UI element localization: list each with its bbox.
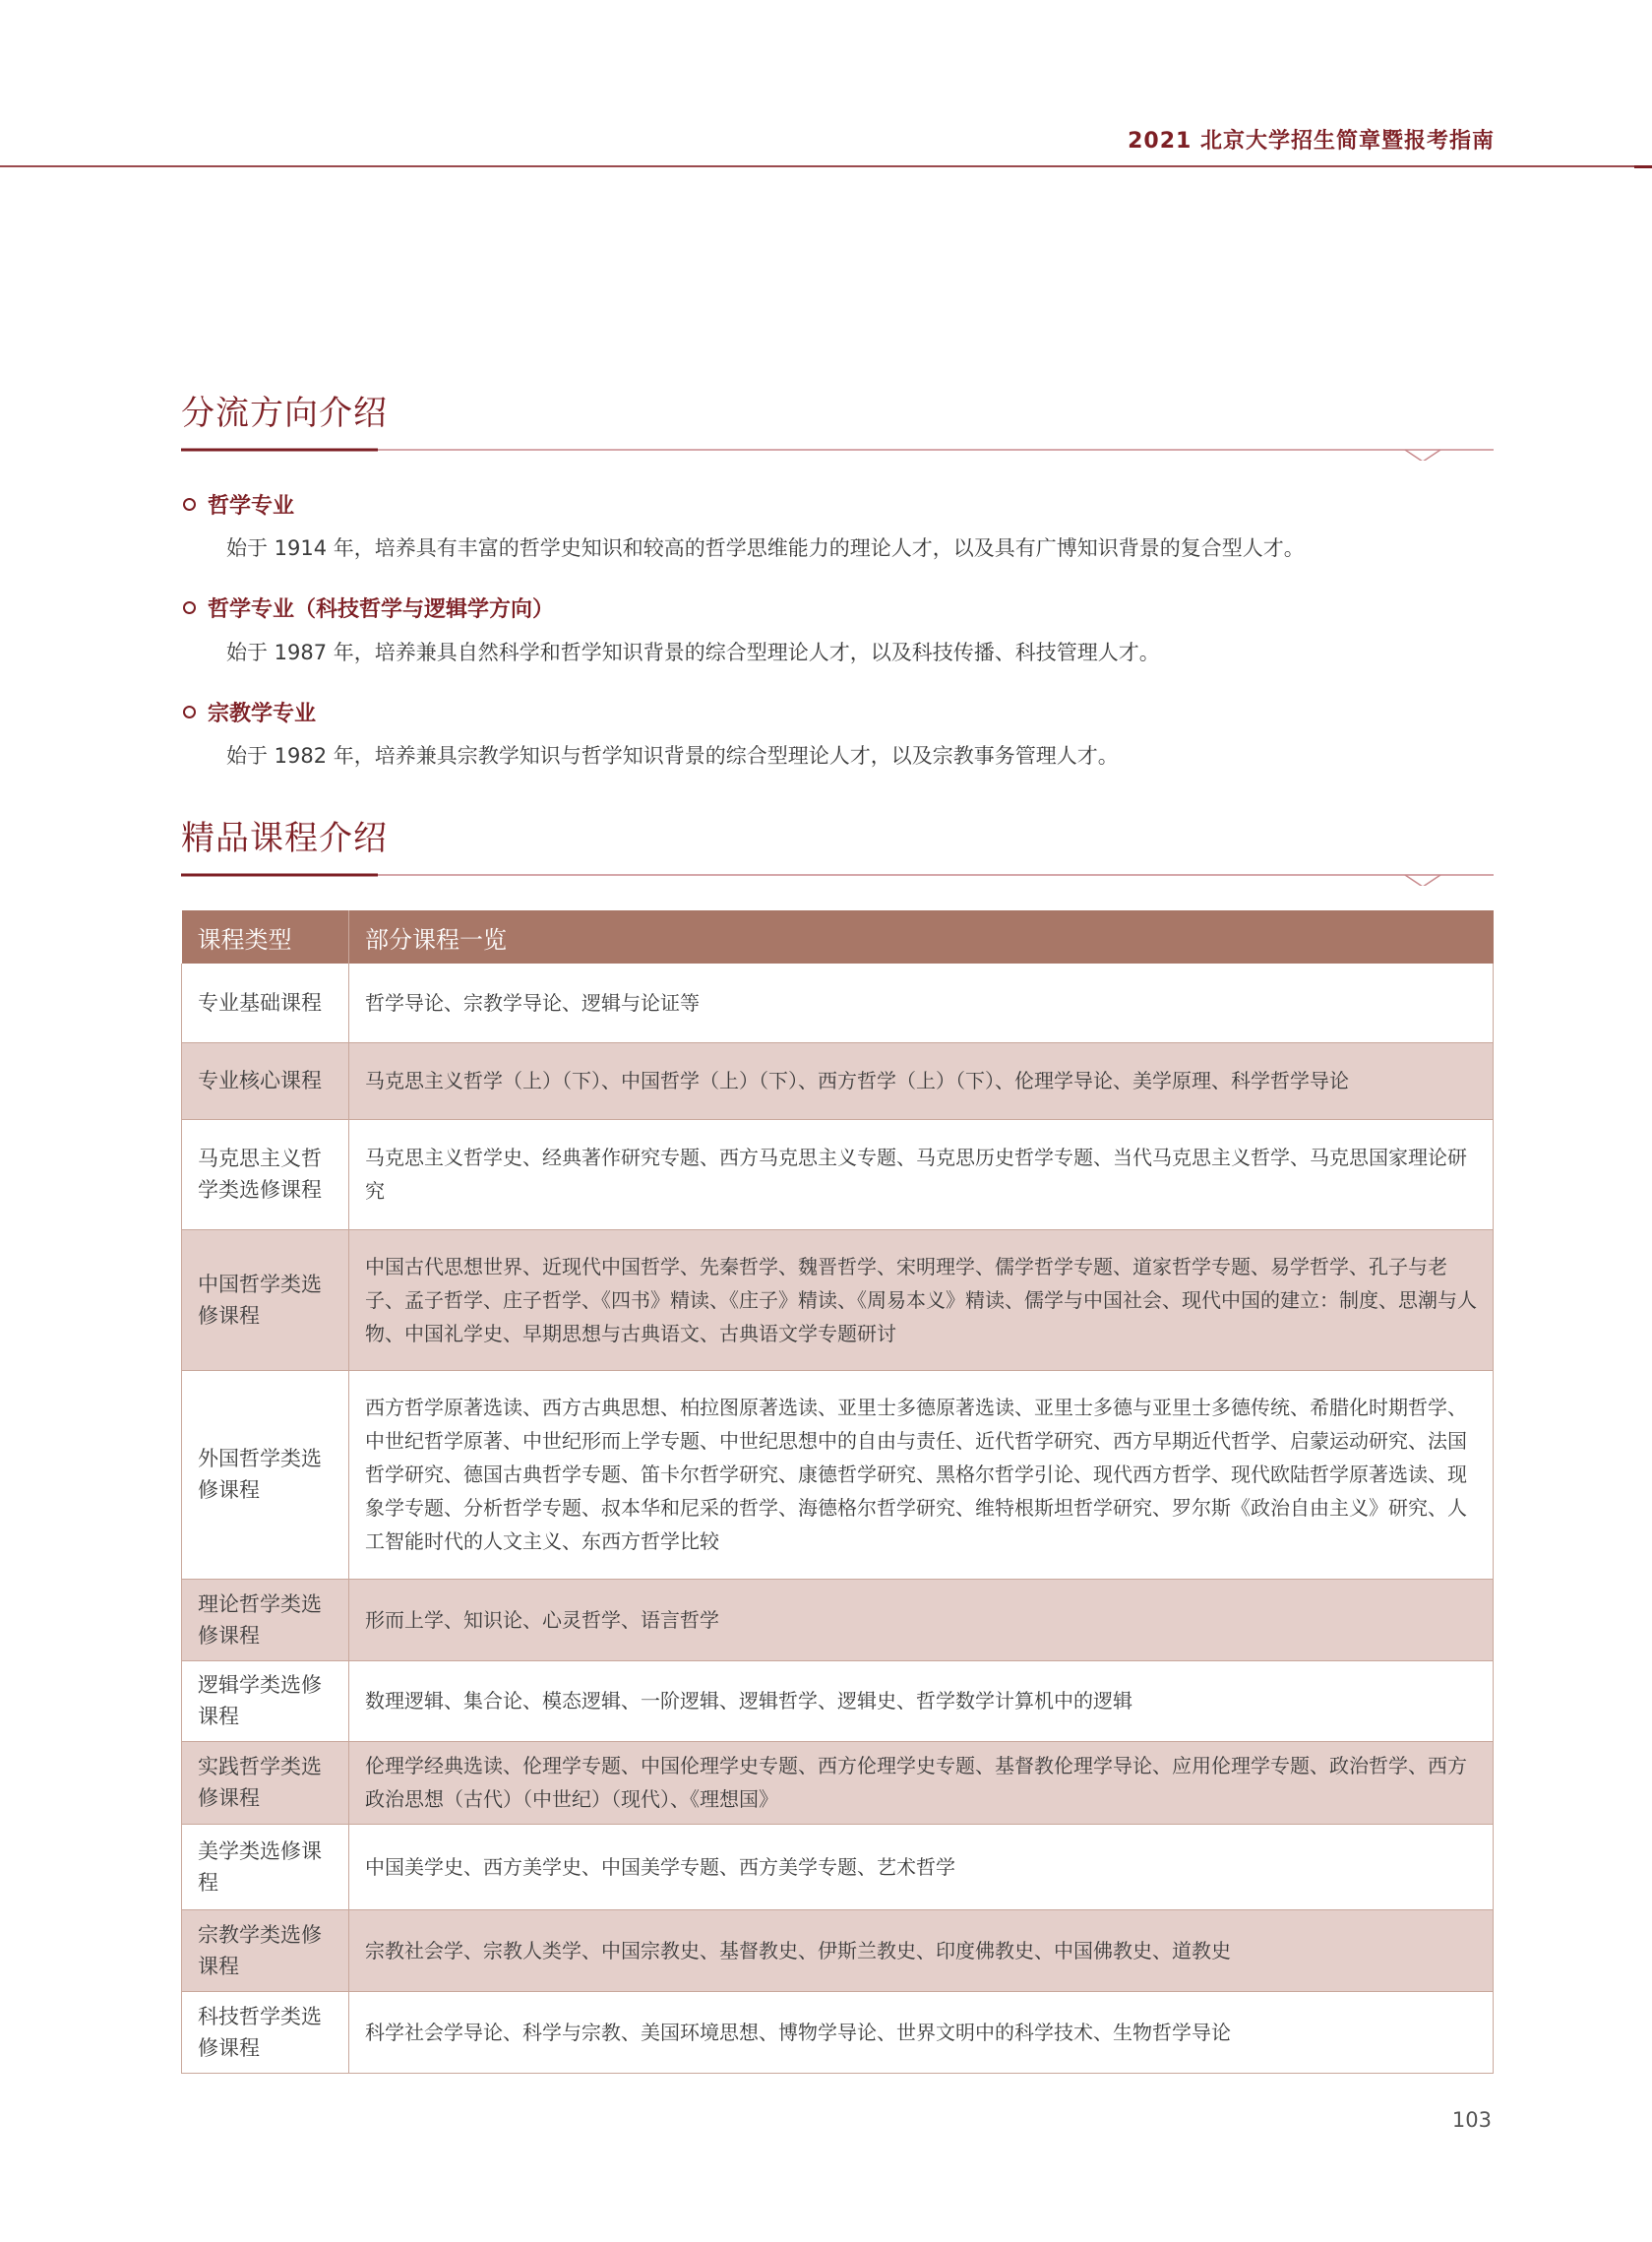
direction-heading-philosophy [183, 489, 294, 520]
table-row [182, 1229, 1494, 1370]
course-list: 马克思主义哲学（上）（下）、中国哲学（上）（下）、西方哲学（上）（下）、伦理学导论、美学原理、科学哲学导论 [349, 1042, 1494, 1119]
course-type: 专业核心课程 [182, 1042, 349, 1119]
header-course-list: 部分课程一览 [349, 910, 1494, 964]
course-type: 专业基础课程 [182, 964, 349, 1042]
course-type: 美学类选修课程 [182, 1824, 349, 1909]
course-type: 逻辑学类选修课程 [182, 1660, 349, 1741]
header-rule [0, 165, 1652, 167]
table-row [182, 1660, 1494, 1741]
section-title-directions: 分流方向介绍 [181, 394, 388, 433]
table-row [182, 1824, 1494, 1909]
circle-bullet-icon [183, 498, 196, 511]
section-title-courses: 精品课程介绍 [181, 819, 388, 858]
direction-desc-religious-studies: 始于 1982 年，培养兼具宗教学知识与哲学知识背景的综合型理论人才，以及宗教事务管理人才。 [226, 744, 1119, 768]
course-list: 科学社会学导论、科学与宗教、美国环境思想、博物学导论、世界文明中的科学技术、生物哲学导论 [349, 1991, 1494, 2073]
course-list: 哲学导论、宗教学导论、逻辑与论证等 [349, 964, 1494, 1042]
table-row [182, 1042, 1494, 1119]
course-list: 形而上学、知识论、心灵哲学、语言哲学 [349, 1579, 1494, 1660]
table-row [182, 1370, 1494, 1579]
course-type: 理论哲学类选修课程 [182, 1579, 349, 1660]
circle-bullet-icon [183, 601, 196, 614]
course-type: 外国哲学类选修课程 [182, 1370, 349, 1579]
course-table [181, 910, 1494, 2074]
course-type: 宗教学类选修课程 [182, 1909, 349, 1991]
course-list: 宗教社会学、宗教人类学、中国宗教史、基督教史、伊斯兰教史、印度佛教史、中国佛教史、道教史 [349, 1909, 1494, 1991]
direction-heading-text: 哲学专业 [208, 494, 295, 519]
course-type: 马克思主义哲学类选修课程 [182, 1119, 349, 1229]
table-row [182, 1579, 1494, 1660]
course-type: 科技哲学类选修课程 [182, 1991, 349, 2073]
table-row [182, 1991, 1494, 2073]
direction-desc-philosophy-sci-tech: 始于 1987 年，培养兼具自然科学和哲学知识背景的综合型理论人才，以及科技传播、科技管理人才。 [226, 641, 1160, 664]
header-course-type: 课程类型 [182, 910, 349, 964]
section-rule-courses [181, 862, 1494, 886]
course-list: 数理逻辑、集合论、模态逻辑、一阶逻辑、逻辑哲学、逻辑史、哲学数学计算机中的逻辑 [349, 1660, 1494, 1741]
circle-bullet-icon [183, 706, 196, 718]
direction-heading-philosophy-sci-tech [183, 592, 554, 623]
course-list: 中国美学史、西方美学史、中国美学专题、西方美学专题、艺术哲学 [349, 1824, 1494, 1909]
running-header: 2021 北京大学招生简章暨报考指南 [1128, 129, 1495, 154]
table-row [182, 1741, 1494, 1824]
course-list: 中国古代思想世界、近现代中国哲学、先秦哲学、魏晋哲学、宋明理学、儒学哲学专题、道家哲学专题、易学哲学、孔子与老子、孟子哲学、庄子哲学、《四书》精读、《庄子》精读、《周易本义》精读、儒学与中国社会、现代中国的建立：制度、思潮与人物、中国礼学史、早期思想与古典语文、古典语文学专题研讨 [349, 1229, 1494, 1370]
course-list: 马克思主义哲学史、经典著作研究专题、西方马克思主义专题、马克思历史哲学专题、当代马克思主义哲学、马克思国家理论研究 [349, 1119, 1494, 1229]
direction-heading-text: 哲学专业（科技哲学与逻辑学方向） [208, 597, 555, 622]
header-rule-accent [1634, 165, 1652, 168]
course-type: 实践哲学类选修课程 [182, 1741, 349, 1824]
section-rule-directions [181, 437, 1494, 461]
table-row [182, 1119, 1494, 1229]
table-row [182, 964, 1494, 1042]
direction-desc-philosophy: 始于 1914 年，培养具有丰富的哲学史知识和较高的哲学思维能力的理论人才，以及具有广博知识背景的复合型人才。 [226, 536, 1305, 560]
table-header-row [182, 910, 1494, 964]
page-number: 103 [1451, 2108, 1492, 2132]
course-list: 伦理学经典选读、伦理学专题、中国伦理学史专题、西方伦理学史专题、基督教伦理学导论、应用伦理学专题、政治哲学、西方政治思想（古代）（中世纪）（现代）、《理想国》 [349, 1741, 1494, 1824]
table-row [182, 1909, 1494, 1991]
direction-heading-religious-studies [183, 697, 316, 727]
course-type: 中国哲学类选修课程 [182, 1229, 349, 1370]
course-list: 西方哲学原著选读、西方古典思想、柏拉图原著选读、亚里士多德原著选读、亚里士多德与亚里士多德传统、希腊化时期哲学、中世纪哲学原著、中世纪形而上学专题、中世纪思想中的自由与责任、近代哲学研究、西方早期近代哲学、启蒙运动研究、法国哲学研究、德国古典哲学专题、笛卡尔哲学研究、康德哲学研究、黑格尔哲学引论、现代西方哲学、现代欧陆哲学原著选读、现象学专题、分析哲学专题、叔本华和尼采的哲学、海德格尔哲学研究、维特根斯坦哲学研究、罗尔斯《政治自由主义》研究、人工智能时代的人文主义、东西方哲学比较 [349, 1370, 1494, 1579]
direction-heading-text: 宗教学专业 [208, 702, 317, 726]
